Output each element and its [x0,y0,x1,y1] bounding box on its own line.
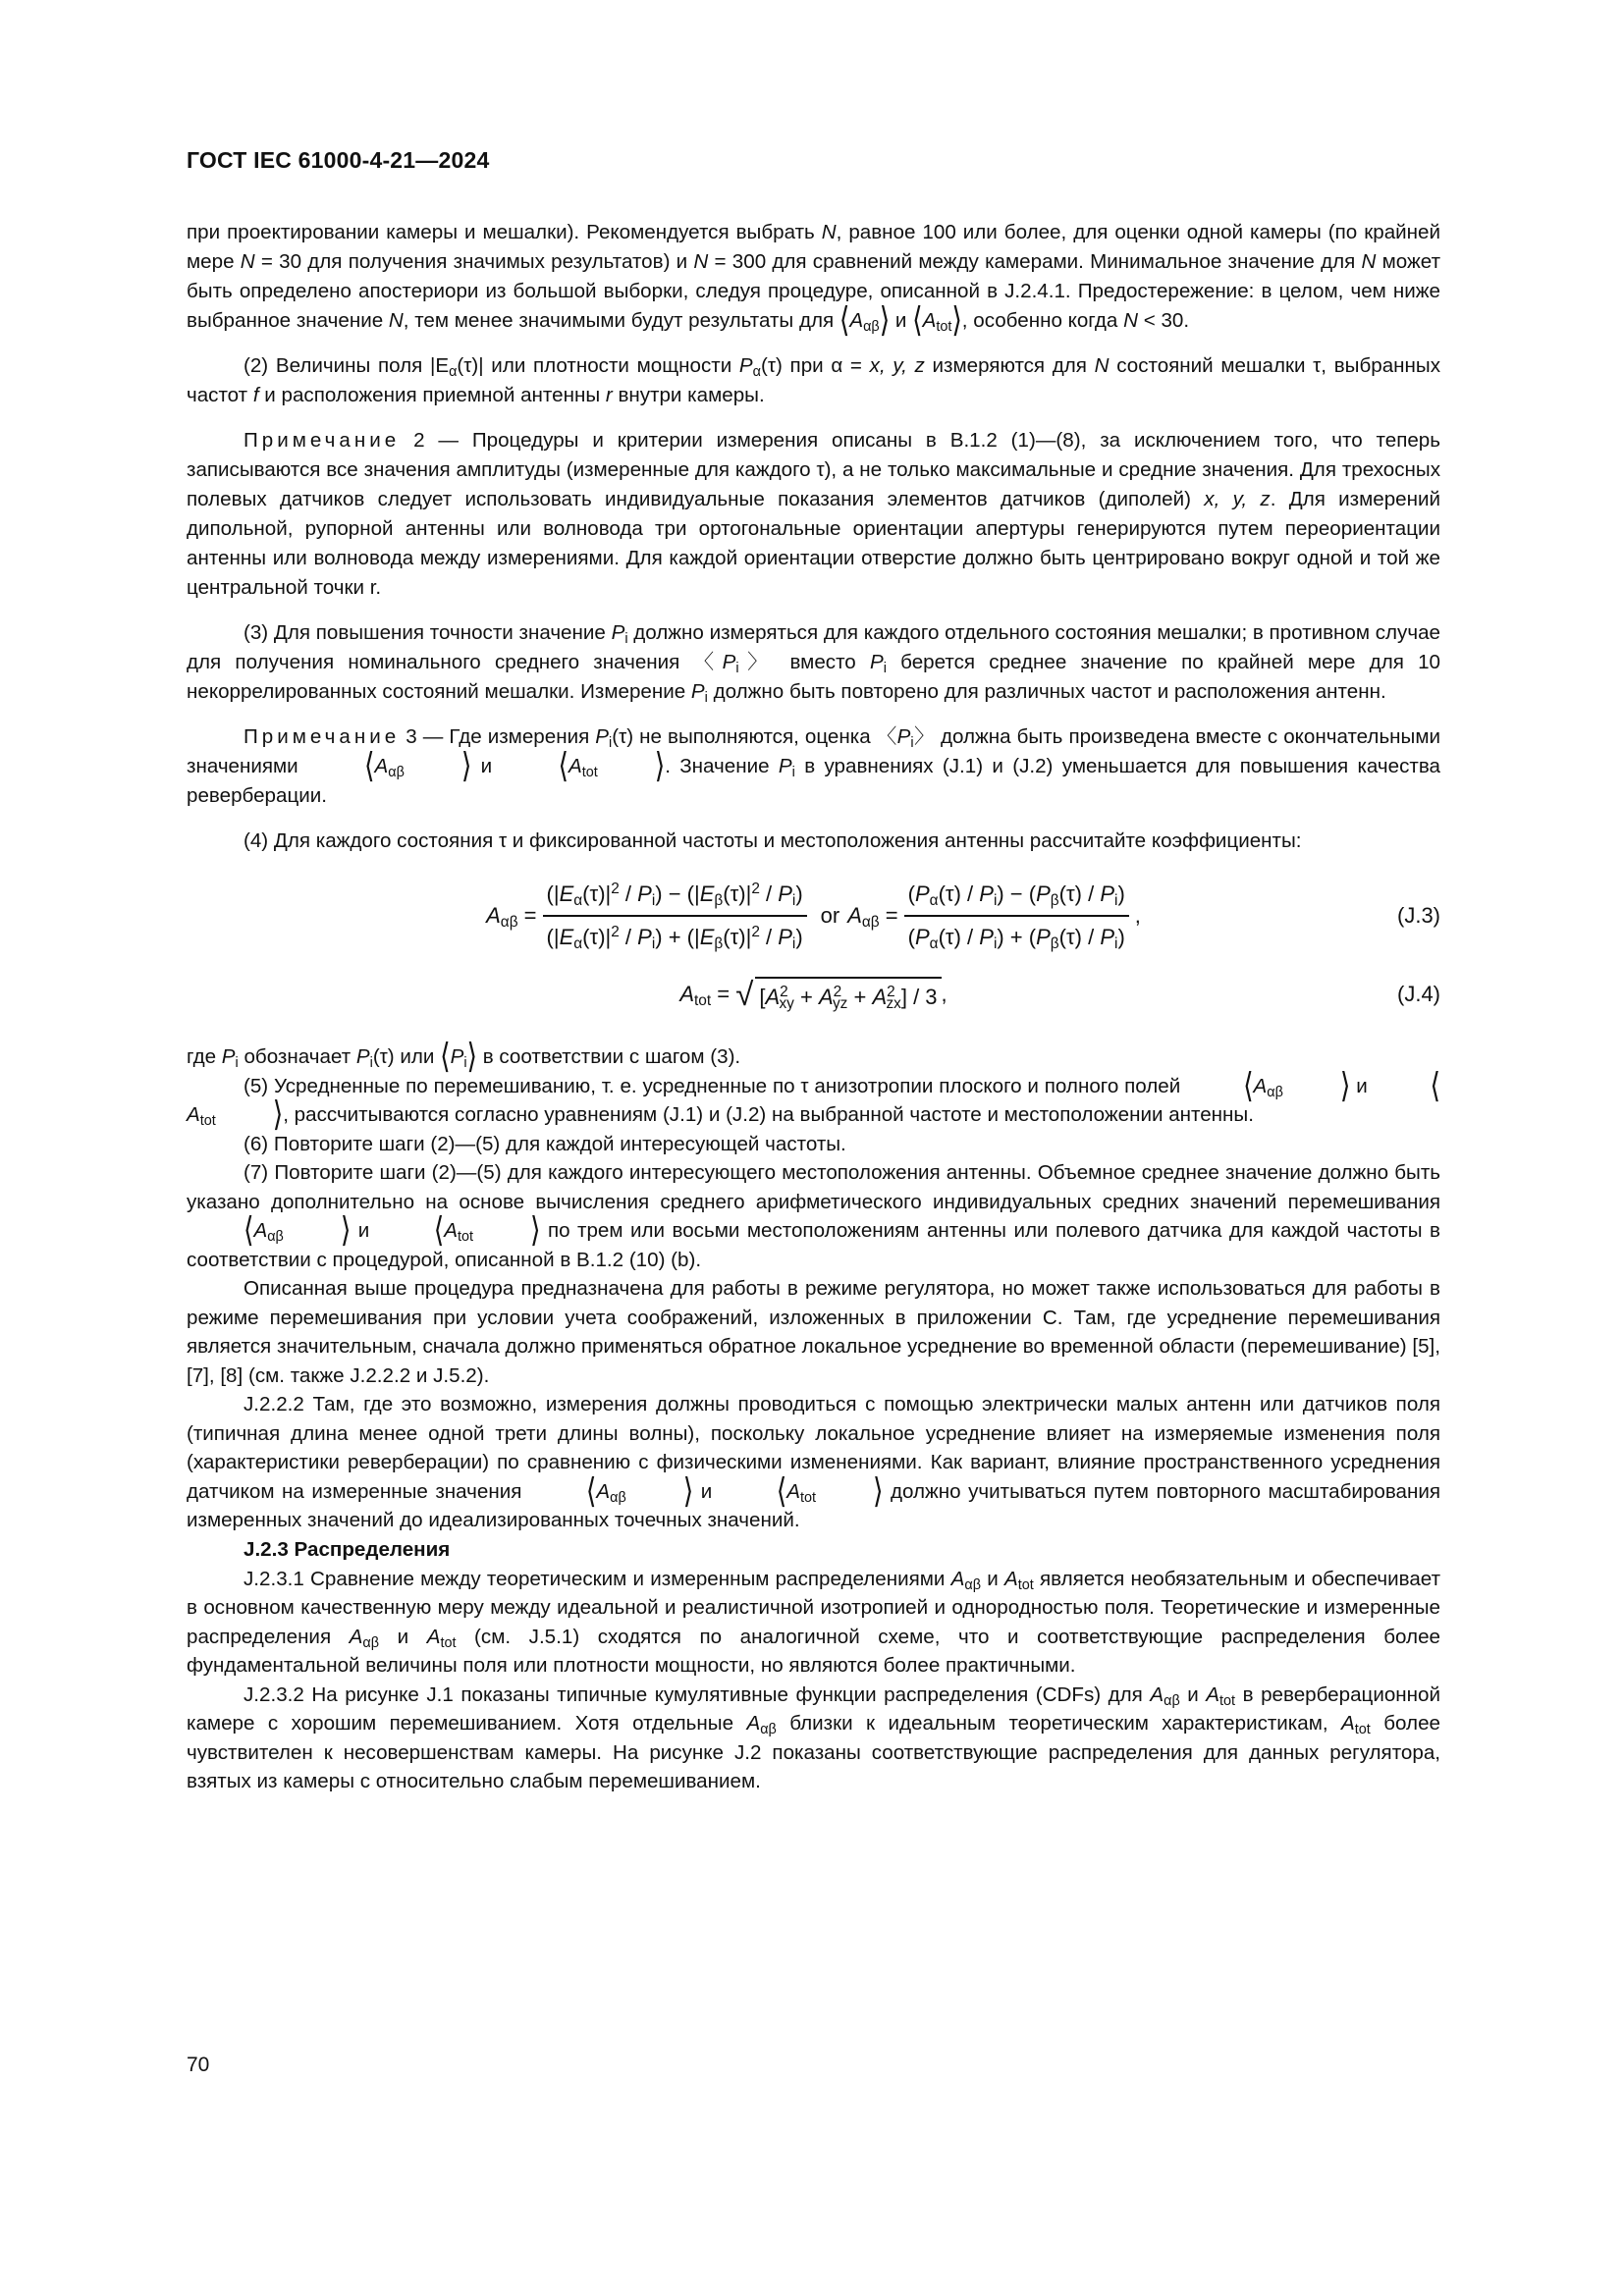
subscript: tot [457,1229,473,1245]
subscript: tot [694,992,712,1009]
text-run: 〉 должна быть произведена вместе с окончательными значениями [187,725,1441,777]
text-run: / [759,925,779,949]
superscript: 2 [833,984,842,1000]
subscript: α [929,892,939,909]
text-run: (5) Усредненные по перемешиванию, т. е. усредненные по τ анизотропии плоского и полного полей [244,1074,1187,1097]
subscript: yz [832,995,848,1012]
math-symbol [349,1625,380,1651]
symbol-base: E [699,925,715,949]
paragraph [187,1681,1440,1796]
subscript: tot [1219,1692,1236,1709]
symbol-base: A [1150,1682,1164,1706]
math-symbol [1123,309,1138,332]
symbol-base: A [872,985,888,1009]
text-run: J.2.3.1 Сравнение между теоретическим и измеренным распределениями [244,1567,951,1590]
text-run: [ [759,985,766,1009]
symbol-base: N [821,221,837,243]
averaged-symbol: $⟨P_i⟩$ [440,1037,477,1076]
symbol-base: A [374,755,389,777]
paragraph [187,1158,1440,1274]
text-run: (τ) не выполняются, оценка 〈 [612,725,897,748]
text-run: состояний мешалки τ, выбранных частот [187,354,1441,406]
text-run: (| [546,925,560,949]
math-symbol [1095,354,1110,377]
text-run: (τ)| или плотности мощности [457,354,739,377]
symbol-base: P [450,1045,464,1068]
math-symbol [486,903,518,931]
text-run: J.2.2.2 Там, где это возможно, измерения должны проводиться с помощью электрически малых антенн или датчиков поля (типичная длина менее одной трети длины волны), поскольку локальное усреднение влияет на измеряемые изменения поля (характеристики реверберации) по сравнению с физическими изменениями. Как вариант, влияние пространственного усреднения датчиком на измеренные значения [187,1393,1440,1503]
text-run: 2 — Процедуры и критерии измерения описаны в B.1.2 (1)—(8), за исключением того, что теперь записываются все значения амплитуды (измеренные для каждого τ), а не только максимальные и средние значения. Для трехосных полевых датчиков следует использовать индивидуальные показания элементов датчиков (диполей) [187,429,1440,510]
symbol-base: P [778,755,792,777]
subscript: β [714,892,724,909]
superscript: 2 [887,984,895,1000]
symbol-base: A [1341,1712,1355,1735]
text-run: . Для измерений дипольной, рупорной антенны или волновода три ортогональные ориентации апертуры генерируются путем переориентации антенны или волновода между измерениями. Для каждой ориентации отверстие должно быть центрировано вокруг одной и той же центральной точки r. [187,488,1441,599]
math-symbol [746,1712,776,1735]
math-symbol [389,309,404,332]
text-run: где [187,1045,222,1068]
subscript: α [449,364,458,380]
text-run: и [1179,1682,1207,1706]
text-run: в реверберационной камере с хорошим перемешиванием. Хотя отдельные [187,1682,1440,1735]
math-symbol [426,1625,457,1651]
paragraph [187,827,1440,856]
text-run: J.2.3.2 На рисунке J.1 показаны типичные кумулятивные функции распределения (CDFs) для [244,1682,1151,1706]
text-run: обозначает [238,1045,356,1068]
symbol-base: N [388,309,404,332]
text-run: (τ)| [582,925,612,949]
text-run: и [890,309,913,332]
text-run: ] / 3 [900,985,938,1009]
math-symbol [778,755,795,780]
math-symbol [739,354,753,377]
symbol-base: P [738,354,753,377]
text-run: при проектировании камеры и мешалки). Рекомендуется выбрать [187,221,822,243]
paragraph [187,1274,1440,1390]
math-symbol [1362,250,1377,273]
math-symbol [778,881,796,909]
text-run: является необязательным и обеспечивает в основном качественную меру между идеальной и реалистичной изотропией и однородностью поля. Теоретические и измеренные распределения [187,1567,1440,1648]
text-run: должно учитываться путем повторного масштабирования измеренных значений до идеализированных точечных значений. [187,1479,1441,1531]
math-symbol [914,925,939,952]
equation-number: (J.4) [1397,982,1440,1006]
subscript: i [791,935,796,952]
subscript: i [609,735,613,751]
paragraph [187,1066,1440,1134]
symbol-base: A [349,1625,363,1648]
subscript: tot [199,1113,216,1129]
averaged-symbol: $⟨A_{\alpha\beta}⟩$ [839,300,891,340]
radicand [755,977,941,1012]
symbol-base: P [869,651,884,673]
text-run: (τ) / [1058,881,1101,906]
math-symbol [637,925,656,952]
symbol-base: A [922,309,937,332]
averaged-symbol: $⟨A_{tot}$ ⟩ [433,1210,541,1250]
text-run: (τ) при α = [761,354,870,377]
text-run: должно измеряться для каждого отдельного состояния мешалки; в противном случае для получения номинального среднего значения 〈 [187,621,1440,673]
math-symbol [559,925,583,952]
text-run: (τ)| [582,881,612,906]
averaged-symbol: $⟨A_{tot}$ ⟩ [558,746,666,785]
text-run: и [471,755,502,777]
equation-number: (J.3) [1397,903,1440,928]
text-run: ) [795,881,803,906]
page-number: 70 [187,2054,210,2076]
text-run: ) − ( [997,881,1037,906]
symbol-base: x, y, z [1204,488,1271,510]
text-run: более чувствителен к несовершенствам камеры. На рисунке J.2 показаны соответствующие распределения для данных регулятора, взятых из камеры с относительно слабым перемешиванием. [187,1712,1440,1792]
superscript: 2 [751,881,760,897]
subscript: tot [1354,1722,1371,1737]
fraction-power [904,880,1129,952]
text-run: / [759,881,779,906]
text-run: (6) Повторите шаги (2)—(5) для каждой интересующей частоты. [244,1132,846,1155]
symbol-base: P [355,1045,370,1068]
symbol-base: P [914,881,930,906]
subscript: i [791,892,796,909]
symbol-base: A [568,755,582,777]
symbol-base: A [486,903,501,928]
formula-lhs [847,901,879,931]
subscript: αβ [861,914,880,931]
symbol-base: P [1100,881,1115,906]
math-symbol [1100,925,1118,952]
symbol-base: A [786,1479,800,1503]
paragraph [187,1130,1440,1159]
text-run: (τ)| [723,925,752,949]
subscript: tot [936,319,952,335]
subscript: tot [581,765,598,780]
symbol-base: A [746,1712,761,1735]
section-distributions [187,1037,1441,1796]
symbol-base: N [1123,309,1138,332]
text-run: ) [795,925,803,949]
symbol-base: A [847,903,862,928]
page-body [187,218,1440,1796]
superscript: 2 [611,881,620,897]
subscript: αβ [1267,1084,1283,1100]
text-run: + [847,985,873,1009]
note-label: Примечание [244,429,401,452]
text-run: (τ) / [938,881,980,906]
superscript: 2 [780,984,788,1000]
fraction-field [543,880,807,952]
text-run: 〉 вместо [738,651,870,673]
symbol-base: A [679,982,695,1006]
subscript: αβ [1164,1692,1180,1709]
subscript: xy [779,995,794,1012]
math-symbol [1206,1682,1236,1709]
symbol-base: P [1036,925,1051,949]
math-symbol [637,881,656,909]
subscript: αβ [362,1634,380,1651]
symbol-base: x, y, z [869,354,925,377]
symbol-base: P [914,925,930,949]
text-run: внутри камеры. [612,384,765,406]
symbol-base: P [221,1045,236,1068]
formula-lhs [486,901,517,931]
text-run: должно быть повторено для различных частот и расположения антенн. [707,680,1386,703]
subscript: tot [440,1634,457,1651]
document-header: ГОСТ IEC 61000-4-21—2024 [187,147,490,173]
text-run: (τ) / [1058,925,1101,949]
subscript: αβ [500,914,518,931]
text-run: (7) Повторите шаги (2)—(5) для каждого интересующего местоположения антенны. Объемное среднее значение должно быть указано дополнительно на основе вычисления среднего арифметического индивидуальных средних значений перемешивания [187,1161,1440,1213]
math-symbol [611,621,628,647]
text-run: < 30. [1137,309,1190,332]
subscript: i [651,935,656,952]
averaged-symbol: $⟨A_{tot}⟩$ [912,300,962,340]
symbol-base: f [252,384,259,406]
math-symbol [914,881,939,909]
formula-or: or [820,903,840,928]
math-symbol [1100,881,1118,909]
symbol-base: P [595,725,610,748]
subscript: αβ [964,1576,982,1593]
text-run: близки к идеальным теоретическим характеристикам, [776,1712,1342,1735]
text-run: , тем менее значимыми будут результаты для [403,309,839,332]
subscript: zx [886,995,901,1012]
averaged-symbol: $⟨A_{tot}$ ⟩ [776,1471,884,1510]
math-symbol [241,250,255,273]
averaged-symbol: $⟨A_{\alpha\beta}$ ⟩ [1243,1066,1351,1104]
symbol-base: N [693,250,709,273]
subscript: i [235,1055,239,1071]
subscript: αβ [267,1229,284,1245]
symbol-base: P [690,680,705,703]
subscript: tot [799,1489,816,1506]
paragraph [187,722,1440,811]
subscript: i [883,661,887,676]
text-run: и [981,1567,1005,1590]
math-symbol [690,680,708,706]
symbol-base: A [1253,1074,1268,1097]
symbol-base: P [611,621,625,644]
superscript: 2 [751,924,760,940]
text-run: измеряются для [924,354,1095,377]
math-symbol [699,881,724,909]
text-run: и [693,1479,720,1503]
math-symbol [765,984,794,1012]
subscript: α [929,935,939,952]
text-run: = 30 для получения значимых результатов) и [254,250,694,273]
text-run: . Значение [665,755,779,777]
symbol-base: A [596,1479,611,1503]
text-run: / [619,881,638,906]
text-run: , рассчитываются согласно уравнениям (J.1) и (J.2) на выбранной частоте и местоположении антенны. [283,1103,1254,1126]
symbol-base: A [187,1103,200,1126]
math-symbol [870,354,925,377]
math-symbol [818,984,848,1012]
formula-j3: $A_{\alpha\beta}$ = $\frac{(|E_\alpha(\tau)|^2 / P_i) - (|E_\beta(\tau)|^2 / P_i)}{(|E_\alpha(\tau)|^2 / P_i) + (|E_\beta(\tau)|^2 / P_i)}$ or $A_{\alpha\beta}$ = $\frac{(P_\alpha(\tau) / P_i) - (P_\beta(\tau) / P_i)}{(P_\alpha(\tau) / P_i) + (P_\beta(\tau) / P_i)}$ , (J.3) [486,881,1440,952]
symbol-base: A [253,1219,268,1242]
paragraph [187,1390,1440,1535]
subscript: i [993,935,998,952]
math-symbol [679,982,712,1009]
math-symbol [1036,925,1059,952]
symbol-base: r [605,384,613,406]
symbol-base: P [1036,881,1051,906]
symbol-base: P [1100,925,1115,949]
text-run: (2) Величины поля |E [244,354,450,377]
math-symbol [822,221,837,243]
math-symbol [979,925,998,952]
symbol-base: P [979,881,994,906]
math-symbol [355,1045,373,1071]
subscript: i [1114,892,1118,909]
symbol-base: E [559,881,574,906]
text-run: (3) Для повышения точности значение [244,621,612,644]
formula-lhs [679,980,711,1009]
text-run: (τ)| [723,881,752,906]
symbol-base: A [1004,1567,1018,1590]
symbol-base: A [426,1625,441,1648]
averaged-symbol: $⟨A_{\alpha\beta}$ ⟩ [585,1471,694,1510]
subscript: i [651,892,656,909]
paragraph [187,1565,1440,1681]
text-run: (τ) / [938,925,980,949]
text-run: берется среднее значение по крайней мере для 10 некоррелированных состояний мешалки. Измерение [187,651,1441,703]
text-run: ) − (| [655,881,700,906]
paragraph [187,218,1440,340]
text-run: в соответствии с шагом (3). [477,1045,741,1068]
subscript: tot [1017,1576,1034,1593]
text-run: и [1350,1074,1374,1097]
averaged-symbol: $⟨A_{\alpha\beta}$ ⟩ [244,1210,352,1250]
paragraph [187,618,1440,707]
math-symbol [1150,1682,1180,1709]
subscript: β [1050,892,1059,909]
symbol-base: P [637,925,652,949]
text-run: и расположения приемной антенны [258,384,606,406]
text-run: (τ) или [372,1045,441,1068]
text-run: и [379,1625,427,1648]
subscript: i [624,631,628,647]
subscript: α [573,892,583,909]
symbol-base: N [1094,354,1110,377]
text-run: (| [546,881,560,906]
averaged-symbol: $⟨A_{\alpha\beta}$ ⟩ [364,746,472,785]
symbol-base: A [950,1567,965,1590]
text-run: может быть определено апостериори из большой выборки, следуя процедуре, описанной в J.2.4.1. Предостережение: в целом, чем ниже выбранное значение [187,250,1440,332]
section-steps [187,218,1440,856]
subscript: αβ [760,1722,777,1737]
math-symbol [693,250,708,273]
symbol-base: E [699,881,715,906]
paragraph [187,351,1440,410]
math-symbol [778,925,796,952]
subscript: i [910,735,914,751]
symbol-base: A [444,1219,458,1242]
paragraph [187,1535,1440,1565]
math-symbol [847,903,880,931]
text-run: / [619,925,638,949]
math-symbol [950,1567,982,1593]
math-symbol [595,725,613,751]
note-label: Примечание [244,725,401,748]
symbol-base: P [722,651,736,673]
subscript: β [714,935,724,952]
subscript: i [463,1055,467,1071]
subscript: α [752,364,761,380]
text-run: (см. J.5.1) сходятся по аналогичной схеме, что и соответствующие распределения более фундаментальной величины поля или плотности мощности, но являются более практичными. [187,1625,1440,1677]
text-run: и [351,1219,377,1242]
text-run: , особенно когда [961,309,1124,332]
symbol-base: N [240,250,255,273]
text-run: ) + (| [655,925,700,949]
math-symbol [869,651,887,676]
text-run: , равное 100 или более, для оценки одной камеры (по крайней мере [187,221,1440,273]
symbol-base: A [849,309,864,332]
subscript: i [791,765,795,780]
math-symbol [722,651,739,676]
math-symbol [699,925,724,952]
subscript: αβ [610,1489,626,1506]
text-run: = 300 для сравнений между камерами. Минимальное значение для [708,250,1362,273]
symbol-base: E [559,925,574,949]
text-run: по трем или восьми местоположениям антенны или полевого датчика для каждой частоты в соответствии с процедурой, описанной в B.1.2 (10) (b). [187,1219,1440,1271]
text-run: ( [907,881,915,906]
subscript: i [735,661,739,676]
symbol-base: P [778,881,792,906]
subscript: i [993,892,998,909]
math-symbol [559,881,583,909]
text-run: ( [907,925,915,949]
math-symbol [1004,1567,1034,1593]
formula-j4: $A_{tot}$ = √ $[A^2_{xy} + A^2_{yz} + A^2_{zx}] / 3$ , (J.4) [679,976,1440,1012]
averaged-symbol: $⟨A_{tot}$ ⟩ [187,1066,1440,1134]
symbol-base: P [896,725,911,748]
symbol-base: P [778,925,792,949]
paragraph [187,426,1440,603]
math-symbol [1341,1712,1371,1735]
subscript: i [704,690,708,706]
text-run: в уравнениях (J.1) и (J.2) уменьшается для повышения качества реверберации. [187,755,1440,807]
math-symbol [1036,881,1059,909]
math-symbol [979,881,998,909]
symbol-base: A [818,985,834,1009]
text-run: Описанная выше процедура предназначена для работы в режиме регулятора, но может также использоваться для работы в режиме перемешивания при условии учета соображений, изложенных в приложении C. Там, где усреднение перемешивания является значительным, сначала должно применяться обратное локальное усреднение во временной области (перемешивание) [5], [7], [8] (см. также J.2.2.2 и J.5.2). [187,1277,1440,1387]
text-run: ) [1117,925,1125,949]
subscript: αβ [863,319,880,335]
symbol-base: A [1206,1682,1220,1706]
subscript: α [573,935,583,952]
math-symbol [221,1045,239,1071]
text-run: (4) Для каждого состояния τ и фиксированной частоты и местоположения антенны рассчитайте коэффициенты: [244,829,1302,852]
math-symbol [1204,488,1270,510]
text-run: + [793,985,819,1009]
subscript: i [369,1055,373,1071]
subscript: αβ [388,765,405,780]
math-symbol [606,384,613,406]
math-symbol [896,725,914,751]
subscript: i [1114,935,1118,952]
symbol-base: A [765,985,781,1009]
text-run: J.2.3 Распределения [244,1537,451,1561]
superscript: 2 [611,924,620,940]
text-run: ) [1117,881,1125,906]
symbol-base: P [637,881,652,906]
text-run: ) + ( [997,925,1037,949]
symbol-base: N [1361,250,1377,273]
subscript: β [1050,935,1059,952]
text-run: 3 — Где измерения [400,725,596,748]
math-symbol [872,984,901,1012]
symbol-base: P [979,925,994,949]
